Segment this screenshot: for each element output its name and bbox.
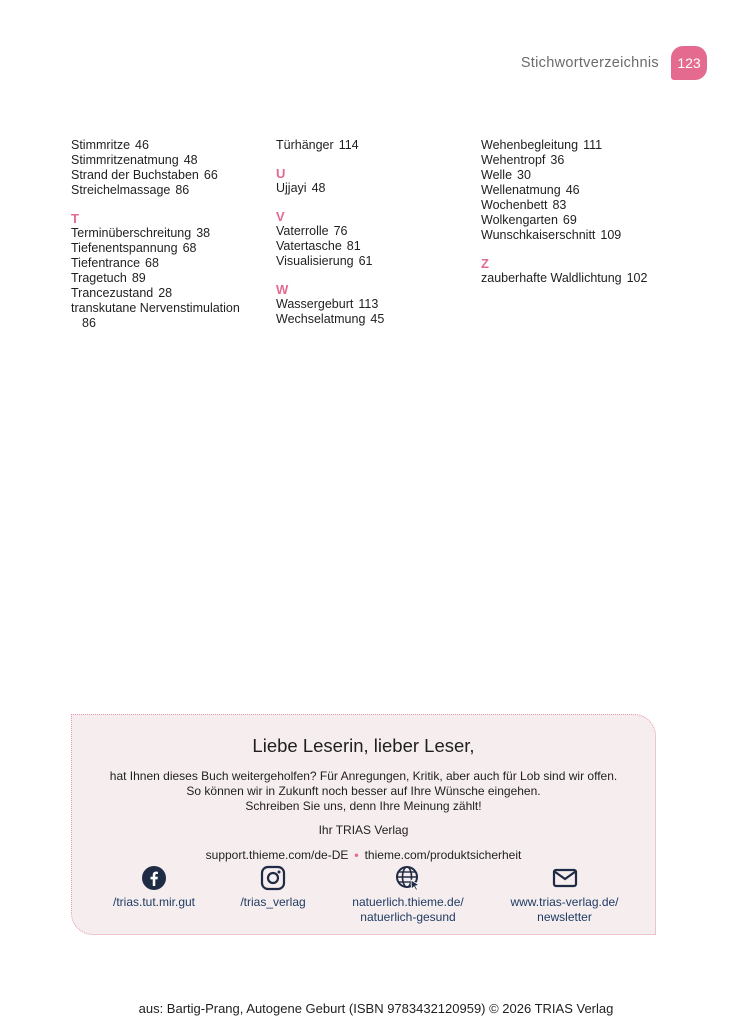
index-page-ref: 89: [131, 271, 146, 285]
index-group: [481, 138, 681, 243]
index-term: Terminüberschreitung: [71, 226, 192, 240]
index-page-ref: 102: [626, 271, 648, 285]
index-page-ref: 109: [600, 228, 622, 242]
index-page-ref: 46: [135, 138, 149, 152]
index-term: Strand der Buchstaben: [71, 168, 199, 182]
index-entry: [276, 297, 476, 312]
index-group: [481, 256, 681, 286]
box-body-line: Schreiben Sie uns, denn Ihre Meinung zählt!: [245, 799, 482, 813]
facebook-handle: /trias.tut.mir.gut: [112, 895, 196, 909]
facebook-link[interactable]: [104, 865, 204, 910]
instagram-icon: [260, 865, 286, 891]
index-entry: [481, 138, 681, 153]
newsletter-url-line-1: www.trias-verlag.de/: [510, 895, 619, 909]
box-body-line: So können wir in Zukunft noch besser auf Ihre Wünsche eingehen.: [186, 784, 541, 798]
index-entry: [71, 183, 271, 198]
box-title: Liebe Leserin, lieber Leser,: [252, 735, 475, 756]
index-entry: [71, 256, 271, 271]
newsletter-url-line-2: newsletter: [537, 910, 592, 924]
index-term: Streichelmassage: [71, 183, 171, 197]
index-page-ref: 48: [311, 181, 326, 195]
box-signature: Ihr TRIAS Verlag: [318, 823, 409, 837]
index-page-ref: 86: [175, 183, 190, 197]
index-page-ref: 69: [562, 213, 577, 227]
index-letter-heading: T: [71, 211, 79, 226]
index-term: zauberhafte Waldlichtung: [481, 271, 622, 285]
index-page-ref: 38: [196, 226, 211, 240]
index-page-ref: 30: [517, 168, 531, 182]
index-page-ref: 114: [338, 138, 359, 152]
index-term: Tragetuch: [71, 271, 127, 285]
index-page-ref: 68: [182, 241, 197, 255]
index-column-2: [276, 138, 476, 327]
facebook-icon: [141, 865, 167, 891]
index-entry: [481, 168, 681, 183]
index-group: [71, 138, 271, 198]
index-entry: [481, 271, 681, 286]
index-entry: [276, 239, 476, 254]
index-page-ref: 61: [358, 254, 373, 268]
index-letter-heading: V: [276, 209, 285, 224]
website-link[interactable]: [338, 865, 478, 925]
index-letter-heading: U: [276, 166, 286, 181]
index-term: Wellenatmung: [481, 183, 561, 197]
index-group: [276, 166, 476, 196]
box-body-line: hat Ihnen dieses Buch weitergeholfen? Für Anregungen, Kritik, aber auch für Lob sind wir offen.: [109, 769, 618, 783]
index-term: transkutane Nervenstimulation: [71, 301, 240, 315]
index-entry: [481, 198, 681, 213]
index-entry: [71, 138, 271, 153]
index-entry: [481, 213, 681, 228]
instagram-link[interactable]: [223, 865, 323, 910]
index-entry: [71, 241, 271, 256]
index-term: Vaterrolle: [276, 224, 329, 238]
index-entry: [71, 271, 271, 286]
instagram-handle: /trias_verlag: [240, 895, 306, 909]
separator-dot: •: [354, 848, 359, 862]
index-entry: [481, 228, 681, 243]
index-column-3: [481, 138, 681, 286]
index-page-ref: 45: [370, 312, 385, 326]
index-term: Ujjayi: [276, 181, 307, 195]
index-group: [276, 138, 476, 153]
globe-icon: [395, 865, 421, 891]
index-entry: [71, 286, 271, 301]
page-number-badge: 123: [671, 46, 707, 80]
index-term: Wolkengarten: [481, 213, 558, 227]
index-page-ref: 66: [203, 168, 218, 182]
index-entry: [71, 226, 271, 241]
index-page-ref: 111: [583, 138, 603, 152]
index-page-ref: 81: [346, 239, 361, 253]
index-group: [276, 282, 476, 327]
index-page-ref: 113: [358, 297, 379, 311]
index-entry: [481, 153, 681, 168]
index-term: Wunschkaiserschnitt: [481, 228, 596, 242]
support-link[interactable]: support.thieme.com/de-DE: [205, 848, 349, 862]
index-term: Tiefentrance: [71, 256, 141, 270]
index-page-ref: 68: [145, 256, 159, 270]
reader-feedback-box: [71, 714, 656, 935]
index-entry: [276, 312, 476, 327]
index-term: Wassergeburt: [276, 297, 354, 311]
index-entry: [276, 138, 476, 153]
index-term: Welle: [481, 168, 513, 182]
index-term: Trancezustand: [71, 286, 154, 300]
box-body: [72, 769, 655, 814]
website-url-line-2: natuerlich-gesund: [360, 910, 456, 924]
website-url-line-1: natuerlich.thieme.de/: [352, 895, 464, 909]
index-page-ref: 86: [82, 316, 96, 330]
index-entry: [276, 181, 476, 196]
index-letter-heading: Z: [481, 256, 489, 271]
index-entry: [481, 183, 681, 198]
index-term: Wochenbett: [481, 198, 548, 212]
newsletter-link[interactable]: [492, 865, 637, 925]
index-entry: [276, 224, 476, 239]
mail-icon: [551, 865, 579, 891]
index-page-ref: 46: [565, 183, 580, 197]
index-term: Stimmritze: [71, 138, 131, 152]
index-entry: [276, 254, 476, 269]
index-term: Türhänger: [276, 138, 334, 152]
index-group: [71, 211, 271, 331]
index-column-1: [71, 138, 271, 331]
index-term: Tiefenentspannung: [71, 241, 178, 255]
index-page-ref: 83: [552, 198, 567, 212]
index-page-ref: 28: [158, 286, 173, 300]
source-footer: aus: Bartig-Prang, Autogene Geburt (ISBN 9783432120959) © 2026 TRIAS Verlag: [138, 1001, 614, 1016]
box-links: [72, 848, 655, 862]
index-page-ref: 76: [333, 224, 348, 238]
index-entry: [71, 301, 271, 331]
index-term: Stimmritzenatmung: [71, 153, 179, 167]
index-term: Visualisierung: [276, 254, 354, 268]
index-term: Vatertasche: [276, 239, 342, 253]
index-page-ref: 48: [183, 153, 198, 167]
index-group: [276, 209, 476, 269]
index-term: Wechselatmung: [276, 312, 366, 326]
index-term: Wehentropf: [481, 153, 546, 167]
index-term: Wehenbegleitung: [481, 138, 579, 152]
index-entry: [71, 153, 271, 168]
index-entry: [71, 168, 271, 183]
running-header-title: Stichwortverzeichnis: [520, 55, 659, 71]
index-page-ref: 36: [550, 153, 565, 167]
product-safety-link[interactable]: thieme.com/produktsicherheit: [364, 848, 522, 862]
index-letter-heading: W: [276, 282, 289, 297]
